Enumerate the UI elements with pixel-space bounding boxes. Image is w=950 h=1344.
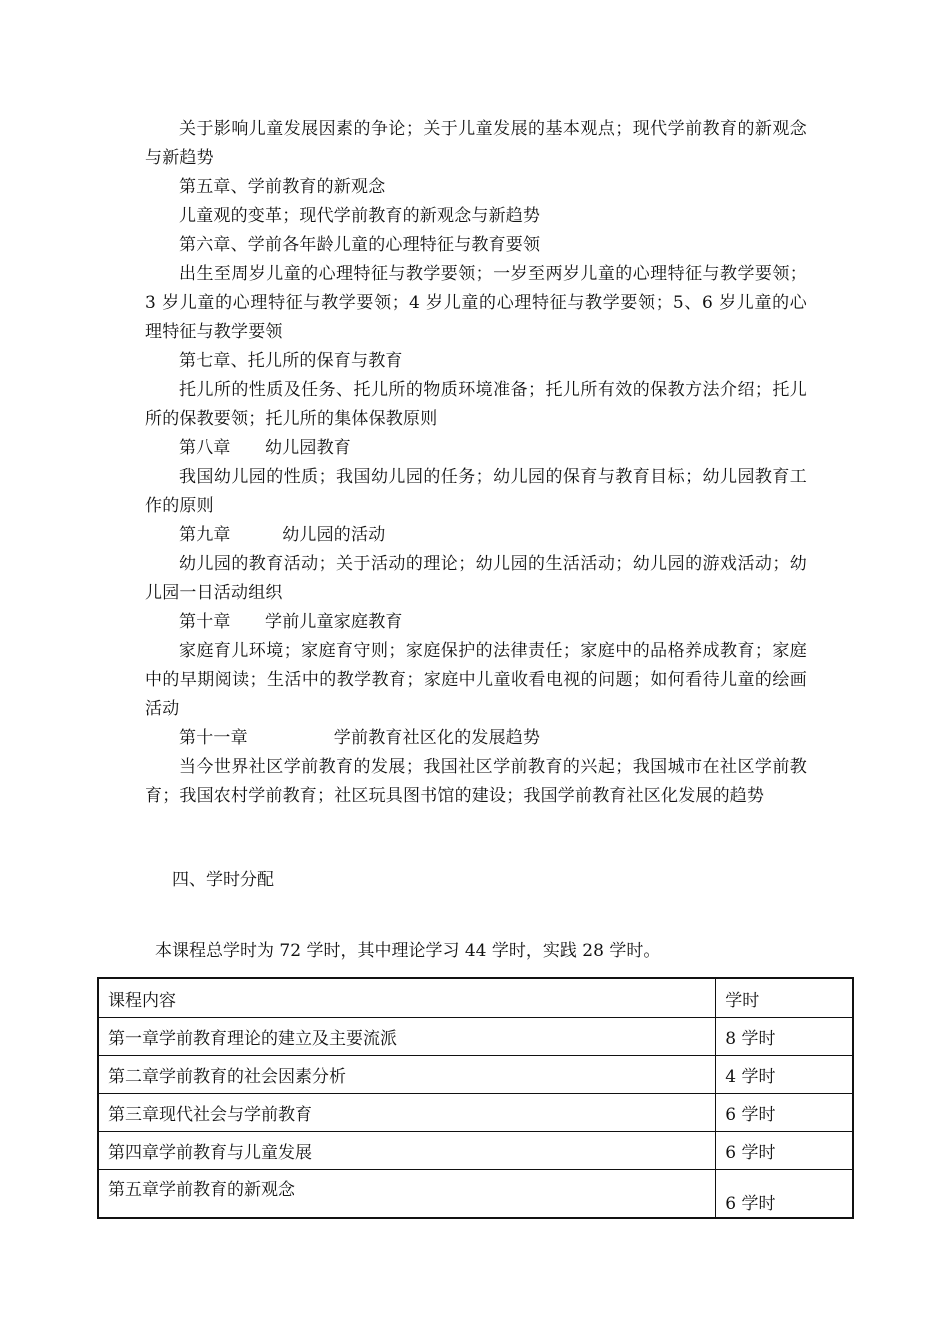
table-row [98,1170,853,1219]
chapter-11-content: 当今世界社区学前教育的发展；我国社区学前教育的兴起；我国城市在社区学前教育；我国农村学前教育；社区玩具图书馆的建设；我国学前教育社区化发展的趋势 [145,757,807,806]
chapter-8-content: 我国幼儿园的性质；我国幼儿园的任务；幼儿园的保育与教育目标；幼儿园教育工作的原则 [145,467,807,516]
chapter-7-heading: 第七章、托儿所的保育与教育 [179,351,403,371]
chapter-6-content: 出生至周岁儿童的心理特征与教学要领；一岁至两岁儿童的心理特征与教学要领；3 岁儿童的心理特征与教学要领；4 岁儿童的心理特征与教学要领；5、6 岁儿童的心理特征与教学要领 [145,264,807,342]
section-heading: 四、学时分配 [172,870,274,890]
chapter-5-heading: 第五章、学前教育的新观念 [179,177,386,197]
chapter-7-content: 托儿所的性质及任务、托儿所的物质环境准备；托儿所有效的保教方法介绍；托儿所的保教要领；托儿所的集体保教原则 [145,380,807,429]
chapter-10-content: 家庭育儿环境；家庭育守则；家庭保护的法律责任；家庭中的品格养成教育；家庭中的早期阅读；生活中的教学教育；家庭中儿童收看电视的问题；如何看待儿童的绘画活动 [145,641,807,719]
row-hours: 6 学时 [716,1132,853,1170]
table-row [98,1018,853,1056]
chapter-10-heading: 第十章 学前儿童家庭教育 [179,612,403,632]
table-row [98,1094,853,1132]
chapter-6-heading: 第六章、学前各年龄儿童的心理特征与教育要领 [179,235,541,255]
row-course: 第二章学前教育的社会因素分析 [98,1056,716,1094]
chapter-8-heading: 第八章 幼儿园教育 [179,438,351,458]
column-header-hours: 学时 [716,978,853,1018]
row-hours: 6 学时 [716,1170,853,1219]
chapter-5-content: 儿童观的变革；现代学前教育的新观念与新趋势 [179,206,541,226]
column-header-content: 课程内容 [98,978,716,1018]
row-hours: 8 学时 [716,1018,853,1056]
row-hours: 6 学时 [716,1094,853,1132]
row-course: 第一章学前教育理论的建立及主要流派 [98,1018,716,1056]
row-hours: 4 学时 [716,1056,853,1094]
chapter-4-content: 关于影响儿童发展因素的争论；关于儿童发展的基本观点；现代学前教育的新观念与新趋势 [145,119,807,168]
hours-summary: 本课程总学时为 72 学时，其中理论学习 44 学时，实践 28 学时。 [155,941,661,961]
chapter-9-content: 幼儿园的教育活动；关于活动的理论；幼儿园的生活活动；幼儿园的游戏活动；幼儿园一日活动组织 [145,554,807,603]
chapter-outline [145,115,807,811]
row-course: 第三章现代社会与学前教育 [98,1094,716,1132]
row-course: 第四章学前教育与儿童发展 [98,1132,716,1170]
row-course: 第五章学前教育的新观念 [98,1170,716,1219]
chapter-9-heading: 第九章 幼儿园的活动 [179,525,386,545]
table-row [98,1056,853,1094]
chapter-11-heading: 第十一章 学前教育社区化的发展趋势 [179,728,541,748]
table-header-row [98,978,853,1018]
table-row [98,1132,853,1170]
hours-table [97,977,854,1219]
